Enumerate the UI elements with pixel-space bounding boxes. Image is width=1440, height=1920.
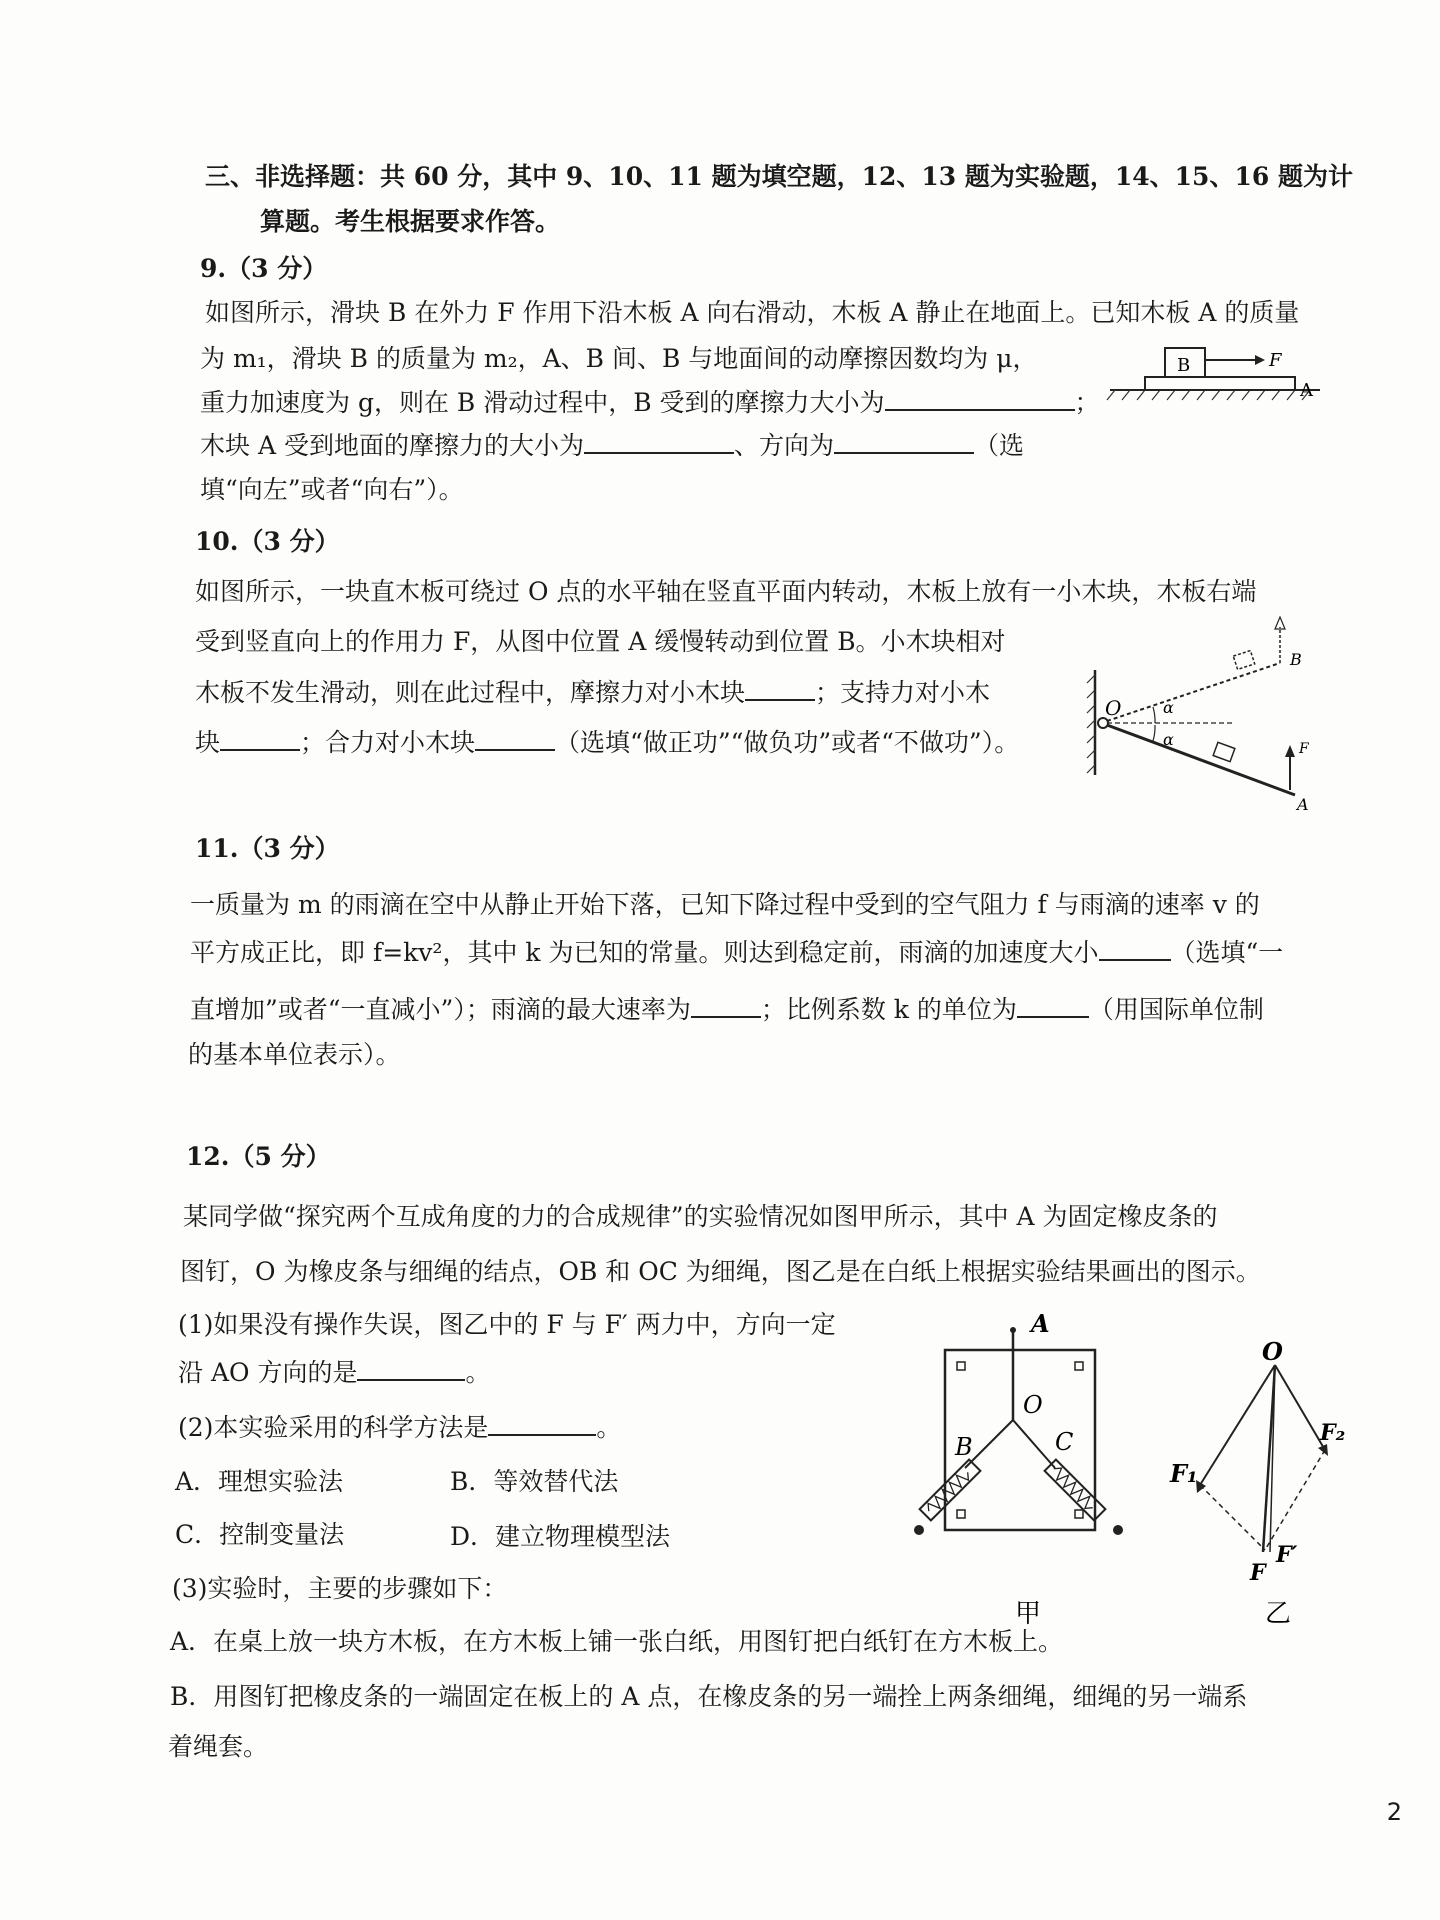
q12-blank-1[interactable] [357,1355,465,1381]
q12-option-d[interactable]: D．建立物理模型法 [450,1522,671,1551]
q12-p2 [178,1410,621,1445]
q12-p1b-end: 。 [465,1358,491,1387]
q10-board-pos-a [1107,725,1295,795]
q11-blank-2[interactable] [691,992,761,1018]
q12-yi-label-f1: F₁ [1170,1459,1198,1488]
q10-line3-text: 木板不发生滑动，则在此过程中，摩擦力对小木块 [195,678,746,707]
q12-yi-label-o: O [1262,1340,1283,1366]
q10-line2: 受到竖直向上的作用力 F，从图中位置 A 缓慢转动到位置 B。小木块相对 [195,627,1006,656]
q9-blank-3[interactable] [834,428,974,454]
q12-line2: 图钉，O 为橡皮条与细绳的结点，OB 和 OC 为细绳，图乙是在白纸上根据实验结果画出的图示。 [180,1257,1261,1286]
q9-title: 9.（3 分） [200,254,328,283]
q12-blank-2[interactable] [488,1410,596,1436]
q12-step-b1: B．用图钉把橡皮条的一端固定在板上的 A 点，在橡皮条的另一端拴上两条细绳，细绳的另一端系 [170,1682,1248,1711]
page-number: 2 [1386,1798,1402,1826]
q10-label-alpha-2: α [1163,730,1174,749]
q10-label-alpha-1: α [1163,698,1174,717]
q12-yi-label-f: F [1250,1560,1266,1586]
q11-line2-end: （选填“一 [1170,938,1284,967]
q9-line4 [200,428,1024,463]
q9-line4-text: 木块 A 受到地面的摩擦力的大小为 [200,431,584,460]
q12-step-a: A．在桌上放一块方木板，在方木板上铺一张白纸，用图钉把白纸钉在方木板上。 [170,1627,1064,1656]
q12-option-b[interactable]: B．等效替代法 [450,1467,619,1496]
q12-line1: 某同学做“探究两个互成角度的力的合成规律”的实验情况如图甲所示，其中 A 为固定橡皮条的 [183,1202,1218,1231]
q10-line4-end: （选填“做正功”“做负功”或者“不做功”）。 [555,728,1020,757]
q11-line2 [190,935,1283,970]
q12-title: 12.（5 分） [186,1142,331,1171]
q12-jia-label-o: O [1023,1391,1043,1419]
q10-label-o: O [1105,696,1122,720]
q9-line2: 为 m₁，滑块 B 的质量为 m₂，A、B 间、B 与地面间的动摩擦因数均为 μ， [200,344,1038,373]
q11-blank-3[interactable] [1017,992,1089,1018]
q9-label-f: F [1269,350,1282,371]
q10-line4 [195,725,1019,760]
q12-p2-text: (2)本实验采用的科学方法是 [178,1413,489,1442]
q10-line4-text: 块 [195,728,221,757]
q11-line4: 的基本单位表示）。 [188,1040,401,1069]
q12-figure-jia [905,1310,1145,1630]
q12-yi-caption: 乙 [1265,1599,1292,1629]
q12-option-c[interactable]: C．控制变量法 [175,1520,345,1549]
section-header-line1: 三、非选择题：共 60 分，其中 9、10、11 题为填空题，12、13 题为实验题，14、15、16 题为计 [205,162,1353,191]
q9-line4-mid: 、方向为 [733,431,834,460]
q10-label-f: F [1299,741,1309,757]
q10-line3-mid: ；支持力对小木 [815,678,991,707]
q12-p1b-text: 沿 AO 方向的是 [178,1358,358,1387]
q12-jia-label-a: A [1031,1310,1050,1338]
section-header-line2: 算题。考生根据要求作答。 [260,207,561,236]
q9-board-a [1145,377,1295,390]
q9-label-a: A [1300,380,1313,401]
q12-p1b [178,1355,490,1390]
q12-p3: (3)实验时，主要的步骤如下： [172,1574,508,1603]
q10-title: 10.（3 分） [195,527,340,556]
q12-figure-yi [1160,1340,1350,1640]
q9-blank-2[interactable] [584,428,734,454]
q12-jia-label-c: C [1055,1428,1074,1456]
q9-figure [1105,330,1325,440]
q11-line2-text: 平方成正比，即 f=kv²，其中 k 为已知的常量。则达到稳定前，雨滴的加速度大小 [190,938,1099,967]
q11-line3 [190,992,1264,1027]
q12-yi-label-fprime: F′ [1276,1542,1298,1568]
q12-option-a[interactable]: A．理想实验法 [175,1467,344,1496]
q11-line1: 一质量为 m 的雨滴在空中从静止开始下落，已知下降过程中受到的空气阻力 f 与雨滴的速率 v 的 [190,890,1260,919]
q10-figure [1085,615,1325,815]
q10-label-a: A [1297,795,1309,814]
q11-title: 11.（3 分） [195,834,340,863]
q12-step-b2: 着绳套。 [168,1732,269,1761]
q10-board-pos-b [1107,663,1280,721]
q10-blank-3[interactable] [475,725,555,751]
q12-p1a: (1)如果没有操作失误，图乙中的 F 与 F′ 两力中，方向一定 [178,1310,836,1339]
q9-blank-1[interactable] [885,385,1075,411]
q12-jia-spring-b [920,1460,981,1521]
q11-line3-end: （用国际单位制 [1088,995,1264,1024]
q9-label-b: B [1177,355,1191,376]
q10-blank-2[interactable] [220,725,300,751]
q10-line1: 如图所示，一块直木板可绕过 O 点的水平轴在竖直平面内转动，木板上放有一小木块，木板右端 [195,577,1257,606]
q12-jia-caption: 甲 [1015,1599,1042,1629]
q11-line3-mid: ；比例系数 k 的单位为 [760,995,1017,1024]
q10-blank-1[interactable] [745,675,815,701]
q9-line5: 填“向左”或者“向右”）。 [200,475,464,504]
q9-line3 [200,385,1100,420]
q12-p2-end: 。 [596,1413,622,1442]
q9-line3-text: 重力加速度为 g，则在 B 滑动过程中，B 受到的摩擦力大小为 [200,388,885,417]
q9-line3-end: ； [1074,388,1100,417]
q12-yi-label-f2: F₂ [1320,1420,1346,1446]
q10-line4-mid: ；合力对小木块 [300,728,476,757]
q9-line1: 如图所示，滑块 B 在外力 F 作用下沿木板 A 向右滑动，木板 A 静止在地面上。已知木板 A 的质量 [205,298,1300,327]
q10-line3 [195,675,990,710]
q11-blank-1[interactable] [1099,935,1171,961]
q10-label-b: B [1290,650,1302,669]
q9-line4-end: （选 [973,431,1024,460]
q11-line3-text: 直增加”或者“一直减小”）；雨滴的最大速率为 [190,995,691,1024]
q12-jia-label-b: B [955,1433,973,1461]
